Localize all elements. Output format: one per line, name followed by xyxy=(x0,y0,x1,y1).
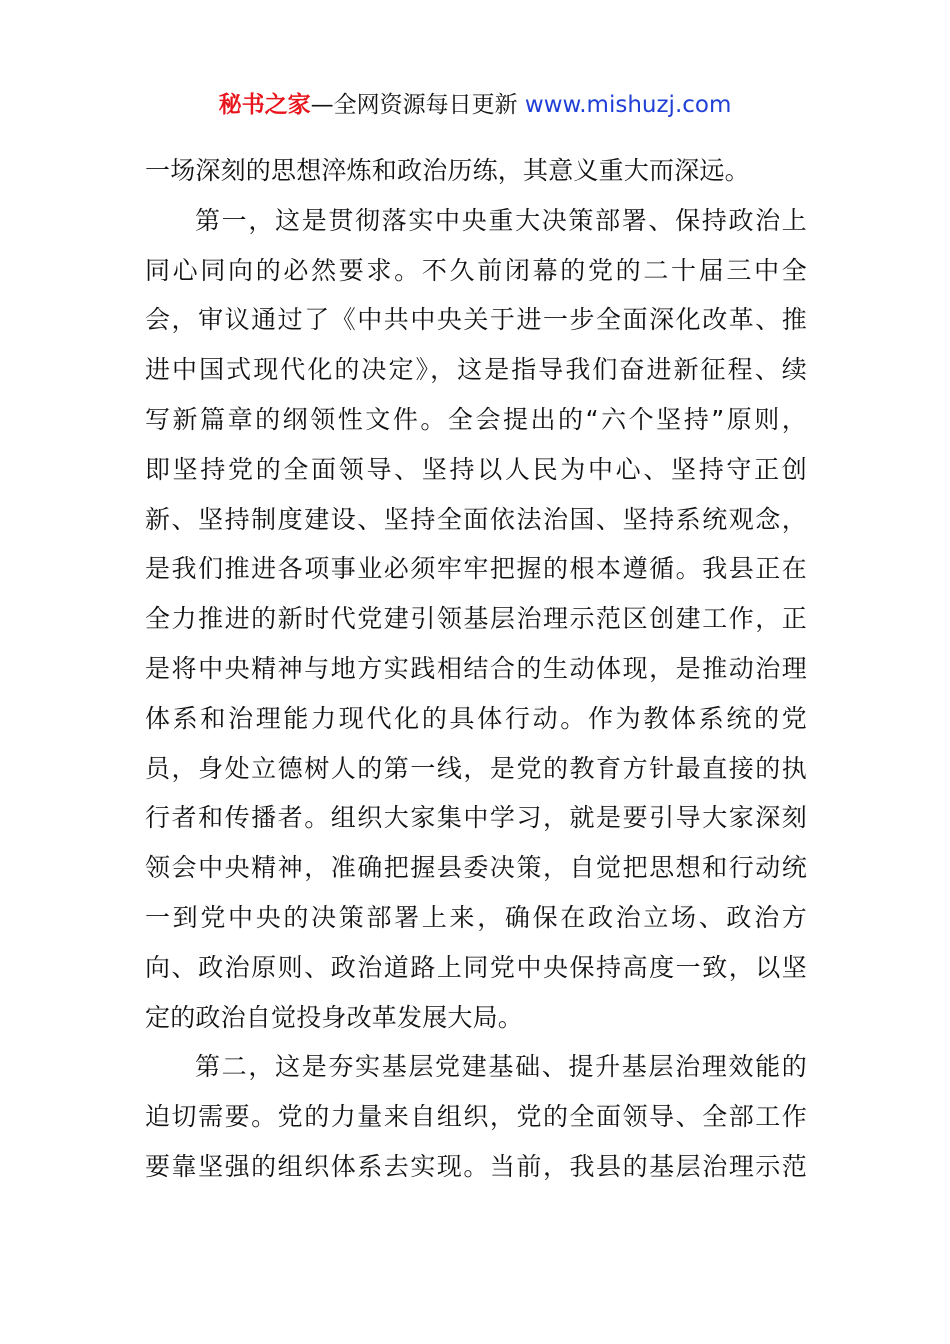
site-tagline: —全网资源每日更新 xyxy=(310,92,525,118)
text-line: 是将中央精神与地方实践相结合的生动体现，是推动治理 xyxy=(145,653,807,683)
text-line: 行者和传播者。组织大家集中学习，就是要引导大家深刻 xyxy=(145,803,807,833)
text-line: 会，审议通过了《中共中央关于进一步全面深化改革、推 xyxy=(145,305,807,335)
site-brand: 秘书之家 xyxy=(218,92,311,118)
text-line: 要靠坚强的组织体系去实现。当前，我县的基层治理示范 xyxy=(145,1151,807,1181)
text-line: 全力推进的新时代党建引领基层治理示范区创建工作，正 xyxy=(145,604,807,634)
text-line: 第一，这是贯彻落实中央重大决策部署、保持政治上 xyxy=(195,205,807,235)
text-line: 一场深刻的思想淬炼和政治历练，其意义重大而深远。 xyxy=(145,156,750,185)
text-line: 进中国式现代化的决定》，这是指导我们奋进新征程、续 xyxy=(145,355,807,385)
text-line: 写新篇章的纲领性文件。全会提出的“六个坚持”原则， xyxy=(145,404,807,434)
text-line: 体系和治理能力现代化的具体行动。作为教体系统的党 xyxy=(145,703,807,733)
text-line: 领会中央精神，准确把握县委决策，自觉把思想和行动统 xyxy=(145,853,807,883)
text-line: 同心同向的必然要求。不久前闭幕的党的二十届三中全 xyxy=(145,255,807,285)
site-url-link[interactable]: www.mishuzj.com xyxy=(524,92,732,118)
text-line: 第二，这是夯实基层党建基础、提升基层治理效能的 xyxy=(195,1052,807,1082)
page-header xyxy=(0,90,950,120)
text-line: 是我们推进各项事业必须牢牢把握的根本遵循。我县正在 xyxy=(145,554,807,584)
text-line: 向、政治原则、政治道路上同党中央保持高度一致，以坚 xyxy=(145,952,807,982)
text-line: 新、坚持制度建设、坚持全面依法治国、坚持系统观念， xyxy=(145,504,807,534)
text-line: 迫切需要。党的力量来自组织，党的全面领导、全部工作 xyxy=(145,1102,807,1132)
text-line: 即坚持党的全面领导、坚持以人民为中心、坚持守正创 xyxy=(145,454,807,484)
text-line: 一到党中央的决策部署上来，确保在政治立场、政治方 xyxy=(145,902,807,932)
text-line: 定的政治自觉投身改革发展大局。 xyxy=(145,1002,524,1032)
document-body xyxy=(145,146,807,1192)
text-line: 员，身处立德树人的第一线，是党的教育方针最直接的执 xyxy=(145,753,807,783)
